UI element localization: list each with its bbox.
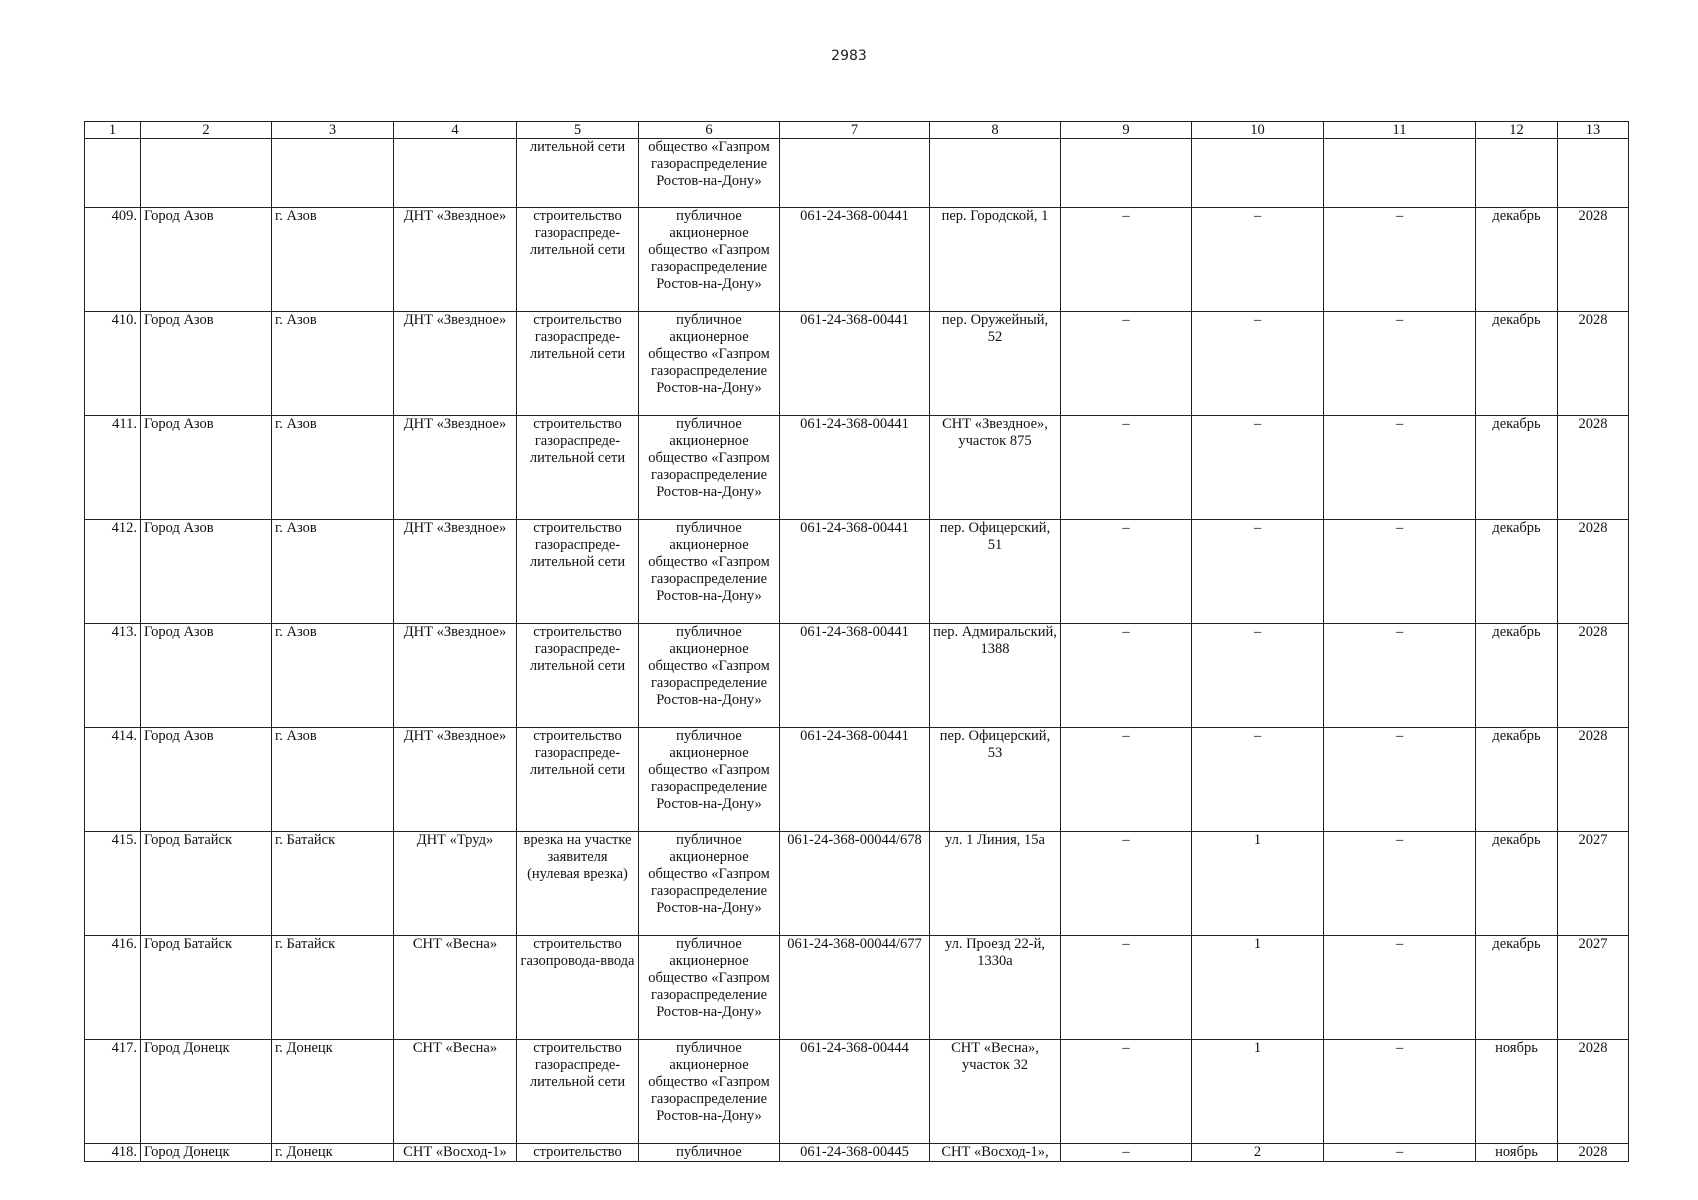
cell-year: 2027 (1558, 832, 1629, 936)
cell-col9: – (1061, 208, 1192, 312)
cell-organization: публичное (639, 1144, 780, 1162)
cell-work-type: строительство газораспреде-лительной сети (517, 624, 639, 728)
cell-settlement: г. Азов (272, 416, 394, 520)
cell-partnership: ДНТ «Звездное» (394, 520, 517, 624)
cell-year: 2028 (1558, 624, 1629, 728)
continuation-row (85, 139, 1629, 208)
column-header: 11 (1324, 122, 1476, 139)
cell-partnership: ДНТ «Звездное» (394, 312, 517, 416)
cell-organization: публичное акционерное общество «Газпром газораспределение Ростов-на-Дону» (639, 1040, 780, 1144)
cell-contract: 061-24-368-00445 (780, 1144, 930, 1162)
cell-settlement: г. Азов (272, 728, 394, 832)
column-header: 10 (1192, 122, 1324, 139)
page-number: 2983 (831, 48, 867, 64)
cell-partnership: СНТ «Весна» (394, 1040, 517, 1144)
cell-year: 2027 (1558, 936, 1629, 1040)
cell-col10: – (1192, 208, 1324, 312)
cell-contract: 061-24-368-00044/678 (780, 832, 930, 936)
cell-address: ул. Проезд 22-й, 1330а (930, 936, 1061, 1040)
cell-col9: – (1061, 312, 1192, 416)
cell-organization: публичное акционерное общество «Газпром газораспределение Ростов-на-Дону» (639, 416, 780, 520)
cell-col9: – (1061, 832, 1192, 936)
column-header: 4 (394, 122, 517, 139)
column-header: 7 (780, 122, 930, 139)
cell-number: 413. (85, 624, 141, 728)
cell-partnership: ДНТ «Труд» (394, 832, 517, 936)
cell-col11: – (1324, 1040, 1476, 1144)
cell-settlement: г. Азов (272, 312, 394, 416)
cell-address: пер. Офицерский, 51 (930, 520, 1061, 624)
cell-month: декабрь (1476, 728, 1558, 832)
cell-partnership: ДНТ «Звездное» (394, 416, 517, 520)
cell-month: декабрь (1476, 312, 1558, 416)
cell-col11: – (1324, 728, 1476, 832)
cell-month: декабрь (1476, 208, 1558, 312)
table-row (85, 728, 1629, 832)
cell-partnership: ДНТ «Звездное» (394, 624, 517, 728)
cell-number: 416. (85, 936, 141, 1040)
cell-month: декабрь (1476, 832, 1558, 936)
cell-work-type: строительство газораспреде-лительной сети (517, 520, 639, 624)
column-header: 9 (1061, 122, 1192, 139)
cell-organization: публичное акционерное общество «Газпром газораспределение Ростов-на-Дону» (639, 208, 780, 312)
cell-contract: 061-24-368-00441 (780, 208, 930, 312)
cell-contract: 061-24-368-00441 (780, 728, 930, 832)
cell-organization: публичное акционерное общество «Газпром газораспределение Ростов-на-Дону» (639, 312, 780, 416)
cell-address: пер. Городской, 1 (930, 208, 1061, 312)
cell-col11: – (1324, 208, 1476, 312)
table-row (85, 312, 1629, 416)
cell-col10: – (1192, 416, 1324, 520)
cell-address: СНТ «Весна», участок 32 (930, 1040, 1061, 1144)
cell-col10: 1 (1192, 832, 1324, 936)
cell-work-type: строительство газопровода-ввода (517, 936, 639, 1040)
cell-number: 418. (85, 1144, 141, 1162)
cell-col9: – (1061, 1144, 1192, 1162)
cell-month: ноябрь (1476, 1144, 1558, 1162)
cell-settlement: г. Донецк (272, 1144, 394, 1162)
cell-month: декабрь (1476, 416, 1558, 520)
cell-year: 2028 (1558, 520, 1629, 624)
header-row (85, 122, 1629, 139)
cell-work-type: строительство (517, 1144, 639, 1162)
cell-partnership: СНТ «Весна» (394, 936, 517, 1040)
cell-col9: – (1061, 416, 1192, 520)
cell-year: 2028 (1558, 208, 1629, 312)
cell-settlement: г. Азов (272, 208, 394, 312)
cell-settlement: г. Азов (272, 520, 394, 624)
table-row (85, 208, 1629, 312)
data-table (84, 121, 1629, 1162)
cell-col9: – (1061, 728, 1192, 832)
cell-contract: 061-24-368-00441 (780, 416, 930, 520)
cell-work-type: врезка на участке заявителя (нулевая врезка) (517, 832, 639, 936)
cell-settlement: г. Батайск (272, 936, 394, 1040)
cell-partnership: СНТ «Восход-1» (394, 1144, 517, 1162)
cell-organization: публичное акционерное общество «Газпром газораспределение Ростов-на-Дону» (639, 728, 780, 832)
column-header: 2 (141, 122, 272, 139)
column-header: 8 (930, 122, 1061, 139)
table-row (85, 624, 1629, 728)
cell-organization: публичное акционерное общество «Газпром газораспределение Ростов-на-Дону» (639, 832, 780, 936)
cell-organization: общество «Газпром газораспределение Ростов-на-Дону» (639, 139, 780, 208)
cell-contract: 061-24-368-00441 (780, 312, 930, 416)
cell-col9: – (1061, 1040, 1192, 1144)
table-row (85, 416, 1629, 520)
cell-year: 2028 (1558, 728, 1629, 832)
cell-number: 414. (85, 728, 141, 832)
cell-address: ул. 1 Линия, 15а (930, 832, 1061, 936)
table-row (85, 832, 1629, 936)
cell-col10: 2 (1192, 1144, 1324, 1162)
cell-number: 410. (85, 312, 141, 416)
cell-municipality: Город Батайск (141, 832, 272, 936)
cell-work-type: строительство газораспреде-лительной сети (517, 728, 639, 832)
cell-work-type: строительство газораспреде-лительной сети (517, 208, 639, 312)
cell-settlement: г. Донецк (272, 1040, 394, 1144)
table-row (85, 936, 1629, 1040)
cell-organization: публичное акционерное общество «Газпром газораспределение Ростов-на-Дону» (639, 624, 780, 728)
cell-partnership: ДНТ «Звездное» (394, 728, 517, 832)
cell-municipality: Город Азов (141, 624, 272, 728)
cell-work-type: лительной сети (517, 139, 639, 208)
column-header: 3 (272, 122, 394, 139)
cell-address: пер. Офицерский, 53 (930, 728, 1061, 832)
cell-col9: – (1061, 520, 1192, 624)
cell-municipality: Город Азов (141, 520, 272, 624)
column-header: 6 (639, 122, 780, 139)
cell-year: 2028 (1558, 1144, 1629, 1162)
cell-address: СНТ «Звездное», участок 875 (930, 416, 1061, 520)
cell-contract: 061-24-368-00441 (780, 520, 930, 624)
cell-work-type: строительство газораспреде-лительной сети (517, 312, 639, 416)
cell-year: 2028 (1558, 416, 1629, 520)
cell-col10: 1 (1192, 936, 1324, 1040)
cell-partnership: ДНТ «Звездное» (394, 208, 517, 312)
cell-work-type: строительство газораспреде-лительной сети (517, 416, 639, 520)
cell-settlement: г. Азов (272, 624, 394, 728)
cell-col11: – (1324, 624, 1476, 728)
cell-col10: – (1192, 624, 1324, 728)
cell-municipality: Город Азов (141, 728, 272, 832)
cell-number: 411. (85, 416, 141, 520)
cell-municipality: Город Батайск (141, 936, 272, 1040)
cell-col11: – (1324, 1144, 1476, 1162)
cell-col9: – (1061, 936, 1192, 1040)
cell-municipality: Город Донецк (141, 1040, 272, 1144)
cell-col11: – (1324, 832, 1476, 936)
cell-month: декабрь (1476, 624, 1558, 728)
cell-municipality: Город Азов (141, 416, 272, 520)
cell-col10: – (1192, 520, 1324, 624)
table-row (85, 1144, 1629, 1162)
column-header: 12 (1476, 122, 1558, 139)
cell-col10: – (1192, 312, 1324, 416)
cell-address: пер. Оружейный, 52 (930, 312, 1061, 416)
cell-col10: – (1192, 728, 1324, 832)
cell-col11: – (1324, 520, 1476, 624)
cell-col9: – (1061, 624, 1192, 728)
cell-contract: 061-24-368-00044/677 (780, 936, 930, 1040)
cell-month: ноябрь (1476, 1040, 1558, 1144)
cell-settlement: г. Батайск (272, 832, 394, 936)
cell-number: 415. (85, 832, 141, 936)
cell-col11: – (1324, 416, 1476, 520)
table-row (85, 1040, 1629, 1144)
cell-municipality: Город Донецк (141, 1144, 272, 1162)
column-header: 13 (1558, 122, 1629, 139)
cell-work-type: строительство газораспреде-лительной сети (517, 1040, 639, 1144)
cell-number: 412. (85, 520, 141, 624)
cell-year: 2028 (1558, 1040, 1629, 1144)
cell-contract: 061-24-368-00444 (780, 1040, 930, 1144)
column-header: 5 (517, 122, 639, 139)
cell-organization: публичное акционерное общество «Газпром газораспределение Ростов-на-Дону» (639, 520, 780, 624)
cell-municipality: Город Азов (141, 312, 272, 416)
cell-col11: – (1324, 936, 1476, 1040)
cell-organization: публичное акционерное общество «Газпром газораспределение Ростов-на-Дону» (639, 936, 780, 1040)
cell-number: 417. (85, 1040, 141, 1144)
cell-number: 409. (85, 208, 141, 312)
column-header: 1 (85, 122, 141, 139)
cell-year: 2028 (1558, 312, 1629, 416)
table-row (85, 520, 1629, 624)
cell-col10: 1 (1192, 1040, 1324, 1144)
cell-municipality: Город Азов (141, 208, 272, 312)
cell-month: декабрь (1476, 936, 1558, 1040)
cell-address: пер. Адмиральский, 1388 (930, 624, 1061, 728)
cell-contract: 061-24-368-00441 (780, 624, 930, 728)
cell-month: декабрь (1476, 520, 1558, 624)
cell-address: СНТ «Восход-1», (930, 1144, 1061, 1162)
cell-col11: – (1324, 312, 1476, 416)
